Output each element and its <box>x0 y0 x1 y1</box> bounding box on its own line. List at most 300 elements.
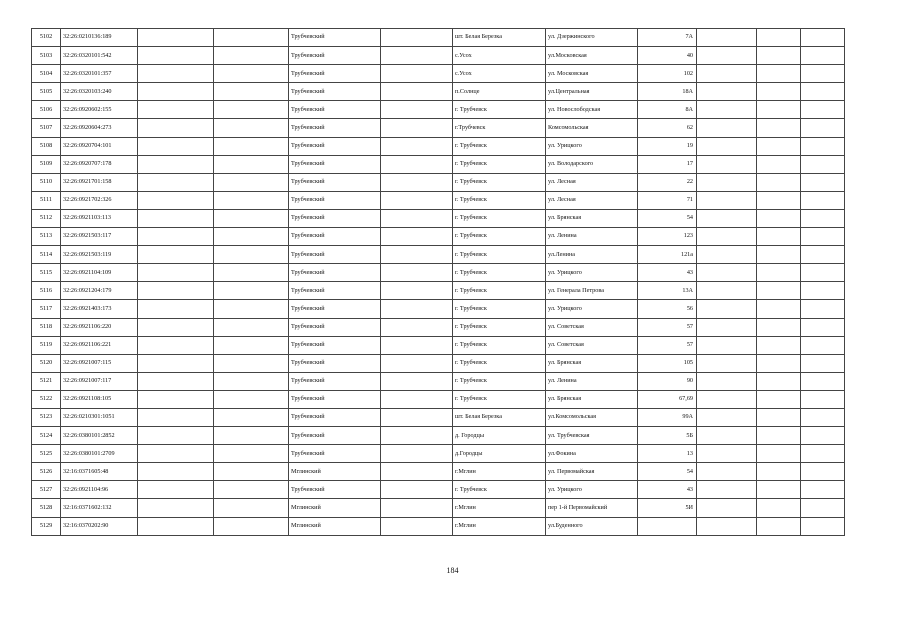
locality-cell: д.Городцы <box>453 445 546 463</box>
empty-cell <box>381 137 453 155</box>
table-row <box>32 47 845 65</box>
locality-cell: г. Трубчевск <box>453 318 546 336</box>
empty-cell <box>138 209 214 227</box>
empty-cell <box>214 29 289 47</box>
row-number-cell: 5112 <box>32 209 61 227</box>
empty-cell <box>381 481 453 499</box>
row-number-cell: 5105 <box>32 83 61 101</box>
empty-cell <box>138 372 214 390</box>
table-row <box>32 282 845 300</box>
cadastral-number-cell: 32:26:0921007:115 <box>61 354 138 372</box>
house-number-cell: 105 <box>638 354 697 372</box>
empty-cell <box>214 119 289 137</box>
empty-cell <box>757 390 801 408</box>
empty-cell <box>801 173 845 191</box>
empty-cell <box>697 191 757 209</box>
row-number-cell: 5117 <box>32 300 61 318</box>
house-number-cell: 5И <box>638 499 697 517</box>
empty-cell <box>697 499 757 517</box>
empty-cell <box>381 318 453 336</box>
empty-cell <box>138 427 214 445</box>
house-number-cell: 102 <box>638 65 697 83</box>
district-cell: Трубчевский <box>289 119 381 137</box>
table-row <box>32 499 845 517</box>
district-cell: Трубчевский <box>289 427 381 445</box>
cadastral-number-cell: 32:16:0371602:132 <box>61 499 138 517</box>
row-number-cell: 5119 <box>32 336 61 354</box>
street-cell: ул. Московская <box>546 65 638 83</box>
house-number-cell: 7А <box>638 29 697 47</box>
district-cell: Трубчевский <box>289 354 381 372</box>
empty-cell <box>801 228 845 246</box>
empty-cell <box>214 83 289 101</box>
house-number-cell: 71 <box>638 191 697 209</box>
street-cell: ул. Советская <box>546 318 638 336</box>
empty-cell <box>801 209 845 227</box>
empty-cell <box>138 264 214 282</box>
street-cell: ул.Центральная <box>546 83 638 101</box>
empty-cell <box>214 65 289 83</box>
empty-cell <box>138 155 214 173</box>
street-cell: ул.Московская <box>546 47 638 65</box>
empty-cell <box>138 191 214 209</box>
house-number-cell: 62 <box>638 119 697 137</box>
empty-cell <box>381 427 453 445</box>
street-cell: ул. Урицкого <box>546 300 638 318</box>
row-number-cell: 5104 <box>32 65 61 83</box>
district-cell: Трубчевский <box>289 137 381 155</box>
district-cell: Трубчевский <box>289 155 381 173</box>
empty-cell <box>697 228 757 246</box>
empty-cell <box>697 65 757 83</box>
street-cell: ул. Брянская <box>546 390 638 408</box>
street-cell: ул. Дзержинского <box>546 29 638 47</box>
row-number-cell: 5109 <box>32 155 61 173</box>
empty-cell <box>214 463 289 481</box>
cadastral-number-cell: 32:26:0921007:117 <box>61 372 138 390</box>
row-number-cell: 5103 <box>32 47 61 65</box>
district-cell: Трубчевский <box>289 209 381 227</box>
empty-cell <box>138 463 214 481</box>
empty-cell <box>214 481 289 499</box>
empty-cell <box>138 119 214 137</box>
empty-cell <box>138 173 214 191</box>
locality-cell: г. Трубчевск <box>453 101 546 119</box>
cadastral-number-cell: 32:26:0921701:158 <box>61 173 138 191</box>
row-number-cell: 5128 <box>32 499 61 517</box>
empty-cell <box>801 390 845 408</box>
table-row <box>32 336 845 354</box>
empty-cell <box>381 47 453 65</box>
cadastral-number-cell: 32:26:0380101:2709 <box>61 445 138 463</box>
district-cell: Трубчевский <box>289 481 381 499</box>
empty-cell <box>801 191 845 209</box>
locality-cell: г. Трубчевск <box>453 191 546 209</box>
empty-cell <box>138 300 214 318</box>
empty-cell <box>138 137 214 155</box>
district-cell: Трубчевский <box>289 101 381 119</box>
empty-cell <box>697 427 757 445</box>
cadastral-number-cell: 32:26:0921104:96 <box>61 481 138 499</box>
locality-cell: г. Трубчевск <box>453 137 546 155</box>
table-row <box>32 119 845 137</box>
empty-cell <box>381 246 453 264</box>
empty-cell <box>138 29 214 47</box>
empty-cell <box>697 209 757 227</box>
locality-cell: г. Трубчевск <box>453 264 546 282</box>
locality-cell: г. Трубчевск <box>453 300 546 318</box>
district-cell: Трубчевский <box>289 445 381 463</box>
empty-cell <box>381 282 453 300</box>
street-cell: ул. Ленина <box>546 372 638 390</box>
empty-cell <box>697 264 757 282</box>
house-number-cell: 57 <box>638 318 697 336</box>
locality-cell: с.Усох <box>453 47 546 65</box>
locality-cell: г. Трубчевск <box>453 390 546 408</box>
empty-cell <box>697 481 757 499</box>
table-row <box>32 517 845 535</box>
locality-cell: п.Солнце <box>453 83 546 101</box>
district-cell: Мглинский <box>289 463 381 481</box>
empty-cell <box>214 390 289 408</box>
empty-cell <box>381 264 453 282</box>
empty-cell <box>801 29 845 47</box>
cadastral-number-cell: 32:26:0320101:542 <box>61 47 138 65</box>
empty-cell <box>697 155 757 173</box>
table-row <box>32 300 845 318</box>
street-cell: пер 1-й Первомайский <box>546 499 638 517</box>
row-number-cell: 5120 <box>32 354 61 372</box>
table-row <box>32 463 845 481</box>
empty-cell <box>801 463 845 481</box>
table-row <box>32 65 845 83</box>
district-cell: Трубчевский <box>289 246 381 264</box>
row-number-cell: 5108 <box>32 137 61 155</box>
table-row <box>32 101 845 119</box>
cadastral-number-cell: 32:26:0320101:357 <box>61 65 138 83</box>
house-number-cell: 17 <box>638 155 697 173</box>
empty-cell <box>801 445 845 463</box>
empty-cell <box>801 246 845 264</box>
empty-cell <box>381 354 453 372</box>
table-row <box>32 390 845 408</box>
table-row <box>32 173 845 191</box>
empty-cell <box>214 246 289 264</box>
empty-cell <box>757 463 801 481</box>
empty-cell <box>381 499 453 517</box>
row-number-cell: 5123 <box>32 408 61 426</box>
empty-cell <box>214 155 289 173</box>
empty-cell <box>381 300 453 318</box>
locality-cell: г. Трубчевск <box>453 246 546 264</box>
empty-cell <box>381 155 453 173</box>
empty-cell <box>381 390 453 408</box>
locality-cell: г. Трубчевск <box>453 481 546 499</box>
empty-cell <box>801 517 845 535</box>
cadastral-number-cell: 32:26:0921702:326 <box>61 191 138 209</box>
table-row <box>32 209 845 227</box>
district-cell: Трубчевский <box>289 336 381 354</box>
empty-cell <box>757 47 801 65</box>
empty-cell <box>381 517 453 535</box>
district-cell: Трубчевский <box>289 390 381 408</box>
empty-cell <box>757 445 801 463</box>
locality-cell: г.Мглин <box>453 517 546 535</box>
empty-cell <box>697 408 757 426</box>
cadastral-number-cell: 32:16:0371605:48 <box>61 463 138 481</box>
empty-cell <box>801 354 845 372</box>
empty-cell <box>214 517 289 535</box>
cadastral-number-cell: 32:26:0921503:117 <box>61 228 138 246</box>
empty-cell <box>757 264 801 282</box>
row-number-cell: 5113 <box>32 228 61 246</box>
empty-cell <box>214 47 289 65</box>
house-number-cell: 57 <box>638 336 697 354</box>
empty-cell <box>801 119 845 137</box>
street-cell: Комсомольская <box>546 119 638 137</box>
empty-cell <box>757 65 801 83</box>
empty-cell <box>214 499 289 517</box>
empty-cell <box>801 65 845 83</box>
table-row <box>32 372 845 390</box>
empty-cell <box>381 173 453 191</box>
row-number-cell: 5114 <box>32 246 61 264</box>
table-row <box>32 445 845 463</box>
table-row <box>32 318 845 336</box>
registry-table <box>31 28 845 536</box>
cadastral-number-cell: 32:26:0921503:119 <box>61 246 138 264</box>
row-number-cell: 5127 <box>32 481 61 499</box>
empty-cell <box>757 246 801 264</box>
empty-cell <box>697 390 757 408</box>
empty-cell <box>214 228 289 246</box>
empty-cell <box>214 191 289 209</box>
cadastral-number-cell: 32:26:0921103:113 <box>61 209 138 227</box>
street-cell: ул. Брянская <box>546 354 638 372</box>
empty-cell <box>697 29 757 47</box>
locality-cell: г. Трубчевск <box>453 336 546 354</box>
empty-cell <box>801 47 845 65</box>
empty-cell <box>381 228 453 246</box>
street-cell: ул. Урицкого <box>546 481 638 499</box>
house-number-cell: 22 <box>638 173 697 191</box>
house-number-cell: 54 <box>638 463 697 481</box>
empty-cell <box>757 408 801 426</box>
empty-cell <box>697 300 757 318</box>
empty-cell <box>381 119 453 137</box>
empty-cell <box>138 47 214 65</box>
empty-cell <box>757 83 801 101</box>
street-cell: ул.Ленина <box>546 246 638 264</box>
district-cell: Трубчевский <box>289 173 381 191</box>
empty-cell <box>381 408 453 426</box>
empty-cell <box>697 354 757 372</box>
district-cell: Трубчевский <box>289 408 381 426</box>
empty-cell <box>381 65 453 83</box>
empty-cell <box>757 228 801 246</box>
empty-cell <box>381 101 453 119</box>
row-number-cell: 5118 <box>32 318 61 336</box>
empty-cell <box>138 390 214 408</box>
cadastral-number-cell: 32:26:0920604:273 <box>61 119 138 137</box>
district-cell: Трубчевский <box>289 318 381 336</box>
cadastral-number-cell: 32:26:0210136:189 <box>61 29 138 47</box>
street-cell: ул. Брянская <box>546 209 638 227</box>
street-cell: ул. Урицкого <box>546 137 638 155</box>
row-number-cell: 5121 <box>32 372 61 390</box>
empty-cell <box>697 372 757 390</box>
house-number-cell: 90 <box>638 372 697 390</box>
district-cell: Трубчевский <box>289 191 381 209</box>
empty-cell <box>801 83 845 101</box>
table-row <box>32 354 845 372</box>
street-cell: ул. Лесная <box>546 191 638 209</box>
empty-cell <box>757 300 801 318</box>
empty-cell <box>757 119 801 137</box>
empty-cell <box>757 209 801 227</box>
row-number-cell: 5116 <box>32 282 61 300</box>
cadastral-number-cell: 32:26:0320103:240 <box>61 83 138 101</box>
empty-cell <box>697 119 757 137</box>
empty-cell <box>214 408 289 426</box>
empty-cell <box>757 29 801 47</box>
empty-cell <box>214 173 289 191</box>
empty-cell <box>757 155 801 173</box>
empty-cell <box>697 445 757 463</box>
table-row <box>32 228 845 246</box>
empty-cell <box>757 336 801 354</box>
empty-cell <box>214 282 289 300</box>
empty-cell <box>138 336 214 354</box>
empty-cell <box>697 83 757 101</box>
empty-cell <box>801 408 845 426</box>
street-cell: ул.Фокина <box>546 445 638 463</box>
locality-cell: г. Трубчевск <box>453 155 546 173</box>
house-number-cell: 123 <box>638 228 697 246</box>
empty-cell <box>381 336 453 354</box>
empty-cell <box>381 209 453 227</box>
house-number-cell: 13А <box>638 282 697 300</box>
empty-cell <box>214 354 289 372</box>
street-cell: ул. Ленина <box>546 228 638 246</box>
house-number-cell: 56 <box>638 300 697 318</box>
locality-cell: г. Трубчевск <box>453 354 546 372</box>
empty-cell <box>757 318 801 336</box>
street-cell: ул. Урицкого <box>546 264 638 282</box>
district-cell: Мглинский <box>289 499 381 517</box>
empty-cell <box>138 481 214 499</box>
row-number-cell: 5110 <box>32 173 61 191</box>
locality-cell: г. Трубчевск <box>453 173 546 191</box>
row-number-cell: 5111 <box>32 191 61 209</box>
row-number-cell: 5102 <box>32 29 61 47</box>
empty-cell <box>697 47 757 65</box>
empty-cell <box>214 209 289 227</box>
locality-cell: шт. Белая Березка <box>453 29 546 47</box>
table-row <box>32 246 845 264</box>
table-row <box>32 137 845 155</box>
district-cell: Трубчевский <box>289 372 381 390</box>
table-row <box>32 83 845 101</box>
street-cell: ул. Первомайская <box>546 463 638 481</box>
district-cell: Мглинский <box>289 517 381 535</box>
empty-cell <box>214 336 289 354</box>
empty-cell <box>757 499 801 517</box>
locality-cell: г. Трубчевск <box>453 209 546 227</box>
cadastral-number-cell: 32:26:0921104:109 <box>61 264 138 282</box>
cadastral-number-cell: 32:26:0921106:220 <box>61 318 138 336</box>
table-body <box>32 29 845 536</box>
row-number-cell: 5125 <box>32 445 61 463</box>
empty-cell <box>757 427 801 445</box>
locality-cell: с.Усох <box>453 65 546 83</box>
street-cell: ул. Советская <box>546 336 638 354</box>
empty-cell <box>757 517 801 535</box>
district-cell: Трубчевский <box>289 228 381 246</box>
house-number-cell: 8А <box>638 101 697 119</box>
empty-cell <box>757 481 801 499</box>
house-number-cell: 99А <box>638 408 697 426</box>
empty-cell <box>138 318 214 336</box>
empty-cell <box>801 264 845 282</box>
district-cell: Трубчевский <box>289 282 381 300</box>
cadastral-number-cell: 32:26:0920707:178 <box>61 155 138 173</box>
empty-cell <box>214 264 289 282</box>
cadastral-number-cell: 32:26:0920704:101 <box>61 137 138 155</box>
street-cell: ул. Трубчевская <box>546 427 638 445</box>
empty-cell <box>801 372 845 390</box>
cadastral-number-cell: 32:26:0921106:221 <box>61 336 138 354</box>
row-number-cell: 5122 <box>32 390 61 408</box>
empty-cell <box>381 463 453 481</box>
empty-cell <box>214 137 289 155</box>
cadastral-number-cell: 32:26:0921108:105 <box>61 390 138 408</box>
table-row <box>32 29 845 47</box>
empty-cell <box>138 445 214 463</box>
empty-cell <box>138 83 214 101</box>
street-cell: ул. Володарского <box>546 155 638 173</box>
empty-cell <box>214 372 289 390</box>
empty-cell <box>757 191 801 209</box>
row-number-cell: 5107 <box>32 119 61 137</box>
empty-cell <box>697 336 757 354</box>
empty-cell <box>214 300 289 318</box>
empty-cell <box>381 445 453 463</box>
empty-cell <box>757 354 801 372</box>
empty-cell <box>801 481 845 499</box>
empty-cell <box>138 246 214 264</box>
empty-cell <box>138 101 214 119</box>
empty-cell <box>801 336 845 354</box>
district-cell: Трубчевский <box>289 29 381 47</box>
district-cell: Трубчевский <box>289 264 381 282</box>
empty-cell <box>138 499 214 517</box>
house-number-cell: 19 <box>638 137 697 155</box>
row-number-cell: 5126 <box>32 463 61 481</box>
empty-cell <box>138 354 214 372</box>
empty-cell <box>697 137 757 155</box>
empty-cell <box>801 155 845 173</box>
empty-cell <box>697 463 757 481</box>
empty-cell <box>138 408 214 426</box>
empty-cell <box>801 318 845 336</box>
empty-cell <box>697 101 757 119</box>
street-cell: ул.Буденного <box>546 517 638 535</box>
empty-cell <box>697 517 757 535</box>
house-number-cell: 43 <box>638 481 697 499</box>
empty-cell <box>697 173 757 191</box>
empty-cell <box>138 228 214 246</box>
